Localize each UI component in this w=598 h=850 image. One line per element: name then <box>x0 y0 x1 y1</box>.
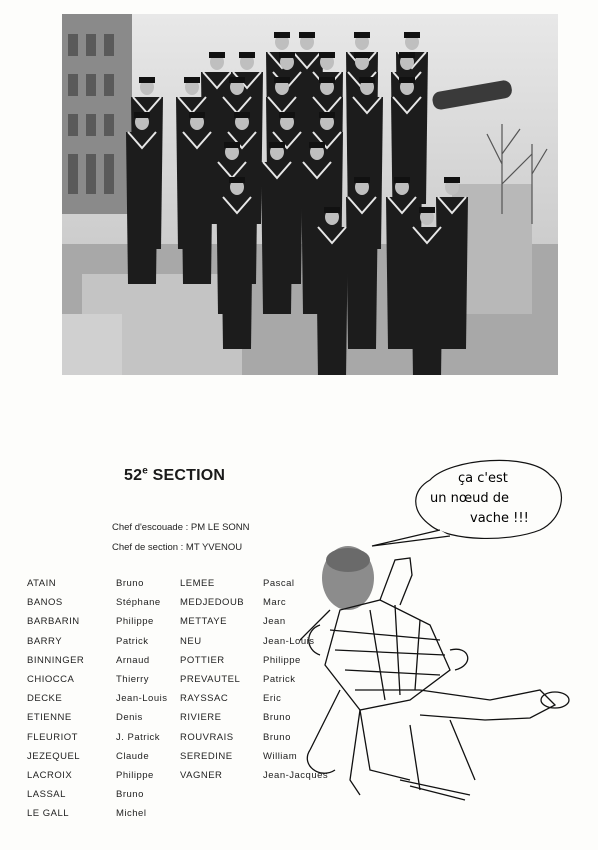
roster-first-name: Thierry <box>116 674 150 685</box>
roster-last-name: RIVIERE <box>180 712 222 724</box>
roster-first-name: Philippe <box>116 770 154 781</box>
roster-last-name: POTTIER <box>180 654 225 666</box>
roster-last-name: PREVAUTEL <box>180 674 241 685</box>
roster-first-name: Bruno <box>263 712 291 724</box>
roster-last-name: BINNINGER <box>27 654 85 666</box>
roster-first-name: Jean-Louis <box>116 693 168 705</box>
roster-first-name: Eric <box>263 693 282 705</box>
speech-line-3: vache !!! <box>470 511 529 526</box>
sailor-figure <box>411 207 443 375</box>
roster-last-name: DECKE <box>27 693 63 705</box>
roster-first-name: Patrick <box>116 635 149 647</box>
sailor-figure <box>316 207 348 375</box>
roster-first-name: Philippe <box>263 654 301 666</box>
roster-first-name: Stéphane <box>116 597 161 609</box>
roster-last-name: LEMEE <box>180 578 215 589</box>
roster-first-name: William <box>263 750 298 762</box>
roster-first-name: Pascal <box>263 578 295 589</box>
roster-last-name: NEU <box>180 635 202 647</box>
roster-last-name: JEZEQUEL <box>27 750 81 762</box>
roster-first-name: Jean <box>263 616 286 628</box>
roster-last-name: RAYSSAC <box>180 693 229 705</box>
roster-first-name: Denis <box>116 712 143 724</box>
cartoon-illustration <box>300 450 590 815</box>
chef-section: Chef de section : MT YVENOU <box>112 542 243 553</box>
sailor-figure <box>346 177 378 349</box>
roster-last-name: VAGNER <box>180 770 223 781</box>
roster-last-name: LACROIX <box>27 770 73 781</box>
section-title <box>124 466 225 485</box>
sailor-figure <box>126 112 158 284</box>
roster-first-name: Marc <box>263 597 287 609</box>
section-title-text: 52e SECTION <box>124 466 226 485</box>
roster-last-name: LE GALL <box>27 808 70 820</box>
roster-first-name: Jean-Louis <box>263 635 315 647</box>
roster-first-name: J. Patrick <box>116 731 161 743</box>
roster-last-name: BANOS <box>27 597 63 609</box>
roster-first-name: Patrick <box>263 674 296 685</box>
roster-last-name: FLEURIOT <box>27 731 78 743</box>
speech-line-2: un nœud de <box>430 491 510 506</box>
roster-last-name: LASSAL <box>27 789 66 801</box>
sailor-figure <box>261 142 293 314</box>
roster-first-name: Bruno <box>116 578 144 589</box>
roster-last-name: METTAYE <box>180 616 227 628</box>
roster-last-name: CHIOCCA <box>27 674 75 685</box>
roster-first-name: Michel <box>116 808 147 820</box>
roster-last-name: ATAIN <box>27 578 57 589</box>
roster-last-name: MEDJEDOUB <box>180 597 245 609</box>
speech-line-1: ça c'est <box>458 471 508 486</box>
roster-first-name: Bruno <box>116 789 144 801</box>
chef-escouade: Chef d'escouade : PM LE SONN <box>112 522 250 533</box>
roster-first-name: Claude <box>116 750 150 762</box>
sailor-figure <box>221 177 253 349</box>
roster-first-name: Jean-Jacques <box>263 770 329 781</box>
roster-first-name: Arnaud <box>116 654 150 666</box>
roster-last-name: ROUVRAIS <box>180 731 234 743</box>
roster-last-name: BARBARIN <box>27 616 80 628</box>
sailor-figure <box>181 112 213 284</box>
group-photo <box>62 14 558 375</box>
roster-first-name: Philippe <box>116 616 154 628</box>
roster-last-name: ETIENNE <box>27 712 72 724</box>
roster-last-name: BARRY <box>27 635 63 647</box>
roster-first-name: Bruno <box>263 731 291 743</box>
roster-last-name: SEREDINE <box>180 750 233 762</box>
